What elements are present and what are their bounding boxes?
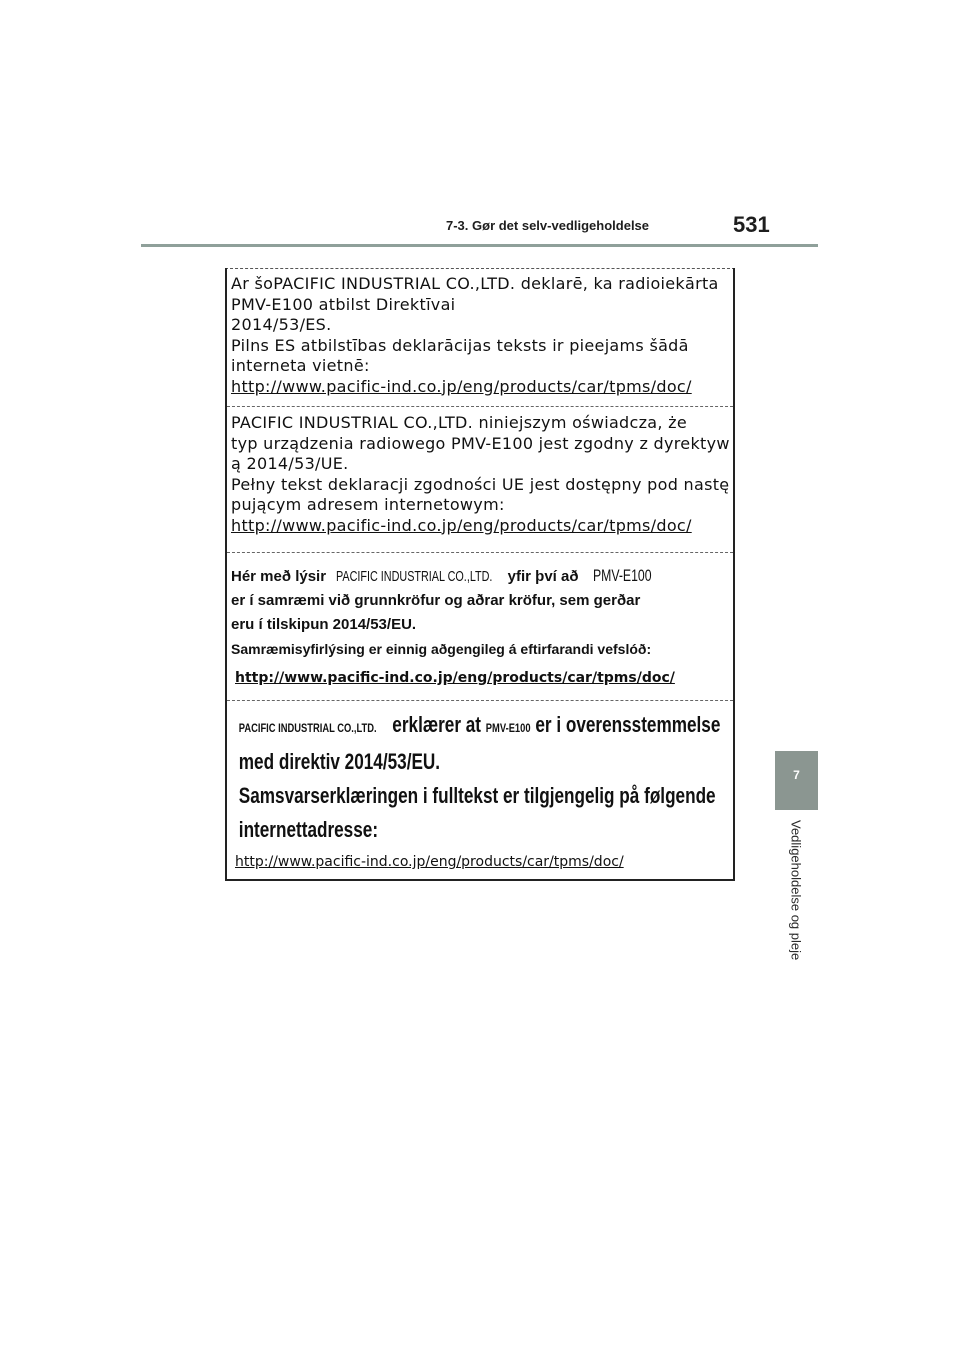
section-title: 7-3. Gør det selv-vedligeholdelse xyxy=(446,218,650,233)
section-divider xyxy=(227,700,733,701)
declaration-url[interactable]: http://www.pacific-ind.co.jp/eng/products/car/tpms/doc/ xyxy=(231,376,692,396)
declaration-line: pującym adresem internetowym: xyxy=(231,495,505,514)
declaration-text: erklærer at xyxy=(392,712,482,737)
declaration-url[interactable]: http://www.pacific-ind.co.jp/eng/products/car/tpms/doc/ xyxy=(235,670,675,686)
norwegian-declaration xyxy=(231,708,731,871)
declaration-box xyxy=(225,268,735,881)
declaration-line: typ urządzenia radiowego PMV-E100 jest zgodny z dyrektyw xyxy=(231,433,730,453)
latvian-declaration xyxy=(231,274,731,397)
declaration-line xyxy=(231,564,731,589)
chapter-label xyxy=(774,820,818,990)
declaration-line: ą 2014/53/UE. xyxy=(231,454,349,473)
declaration-line: Ar šoPACIFIC INDUSTRIAL CO.,LTD. deklarē, ka radioiekārta xyxy=(231,274,719,293)
chapter-number: 7 xyxy=(793,768,800,782)
declaration-line: eru í tilskipun 2014/53/EU. xyxy=(231,616,417,633)
company-name: PACIFIC INDUSTRIAL CO.,LTD. xyxy=(238,721,377,735)
header-rule xyxy=(141,244,818,247)
polish-declaration xyxy=(231,413,731,536)
company-name: PACIFIC INDUSTRIAL CO.,LTD. xyxy=(336,568,493,585)
declaration-line: Samræmisyfirlýsing er einnig aðgengileg á eftirfarandi vefslóð: xyxy=(231,641,652,657)
declaration-line: interneta vietnē: xyxy=(231,356,370,375)
declaration-line: PMV-E100 atbilst Direktīvai xyxy=(231,294,456,314)
declaration-line xyxy=(231,708,721,745)
declaration-text: Hér með lýsir xyxy=(231,568,327,585)
declaration-line: med direktiv 2014/53/EU. xyxy=(238,749,441,774)
icelandic-declaration xyxy=(231,564,731,687)
section-divider xyxy=(227,406,733,407)
declaration-line: er í samræmi við grunnkröfur og aðrar kröfur, sem gerðar xyxy=(231,592,641,609)
declaration-text: er i overensstemmelse xyxy=(535,712,721,737)
declaration-line: Pełny tekst deklaracji zgodności UE jest dostępny pod nastę xyxy=(231,474,730,494)
model-name: PMV-E100 xyxy=(485,721,531,735)
declaration-url[interactable]: http://www.pacific-ind.co.jp/eng/products/car/tpms/doc/ xyxy=(231,515,692,535)
declaration-url[interactable]: http://www.pacific-ind.co.jp/eng/products/car/tpms/doc/ xyxy=(235,854,624,870)
declaration-line: 2014/53/ES. xyxy=(231,315,332,334)
declaration-text: yfir því að xyxy=(507,568,579,585)
declaration-line: internettadresse: xyxy=(238,817,379,842)
declaration-line: PACIFIC INDUSTRIAL CO.,LTD. niniejszym oświadcza, że xyxy=(231,413,688,432)
declaration-line: Samsvarserklæringen i fulltekst er tilgjengelig på følgende xyxy=(238,783,716,808)
model-name: PMV-E100 xyxy=(592,566,652,585)
chapter-label-text: Vedligeholdelse og pleje xyxy=(788,820,804,961)
declaration-line: Pilns ES atbilstības deklarācijas teksts ir pieejams šādā xyxy=(231,335,689,355)
section-divider xyxy=(227,552,733,553)
page-number: 531 xyxy=(733,212,770,237)
